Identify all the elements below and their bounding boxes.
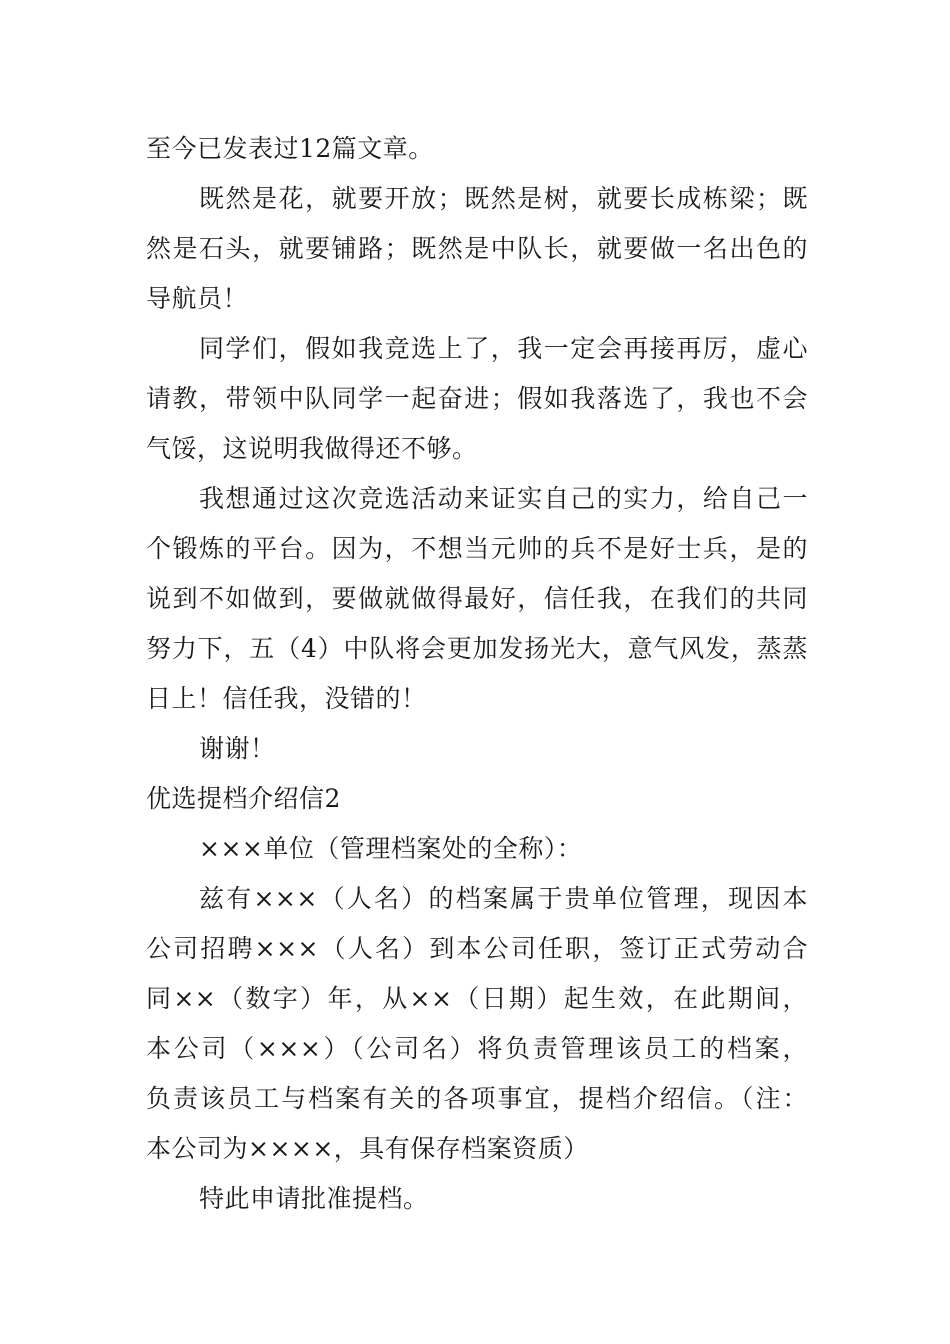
thanks-line: 谢谢！ — [199, 734, 276, 763]
text-line: 请教，带领中队同学一起奋进；假如我落选了，我也不会 — [146, 384, 808, 413]
text-line: 公司招聘×××（人名）到本公司任职，签订正式劳动合 — [146, 934, 808, 963]
section-heading: 优选提档介绍信2 — [146, 784, 341, 813]
paragraph-first-line: 同学们，假如我竞选上了，我一定会再接再厉，虚心 — [199, 334, 808, 363]
text-line: 负责该员工与档案有关的各项事宜，提档介绍信。（注： — [146, 1084, 808, 1113]
closing-line: 特此申请批准提档。 — [199, 1184, 429, 1213]
paragraph-first-line: 既然是花，就要开放；既然是树，就要长成栋梁；既 — [199, 184, 808, 213]
text-line: 日上！信任我，没错的！ — [146, 684, 427, 713]
text-line: 然是石头，就要铺路；既然是中队长，就要做一名出色的 — [146, 234, 808, 263]
text-line: 努力下，五（4）中队将会更加发扬光大，意气风发，蒸蒸 — [146, 634, 808, 663]
text-line: 气馁，这说明我做得还不够。 — [146, 434, 478, 463]
document-body — [146, 124, 808, 1224]
text-line: 导航员！ — [146, 284, 249, 313]
letter-salutation: ×××单位（管理档案处的全称）： — [199, 834, 583, 863]
text-line: 个锻炼的平台。因为，不想当元帅的兵不是好士兵，是的 — [146, 534, 808, 563]
text-line: 至今已发表过12篇文章。 — [146, 134, 434, 163]
text-line: 说到不如做到，要做就做得最好，信任我，在我们的共同 — [146, 584, 808, 613]
text-line: 本公司（×××）（公司名）将负责管理该员工的档案， — [146, 1034, 808, 1063]
paragraph-first-line: 兹有×××（人名）的档案属于贵单位管理，现因本 — [199, 884, 808, 913]
text-line: 同××（数字）年，从××（日期）起生效，在此期间， — [146, 984, 808, 1013]
text-line: 本公司为××××，具有保存档案资质） — [146, 1134, 589, 1163]
paragraph-first-line: 我想通过这次竞选活动来证实自己的实力，给自己一 — [199, 484, 808, 513]
